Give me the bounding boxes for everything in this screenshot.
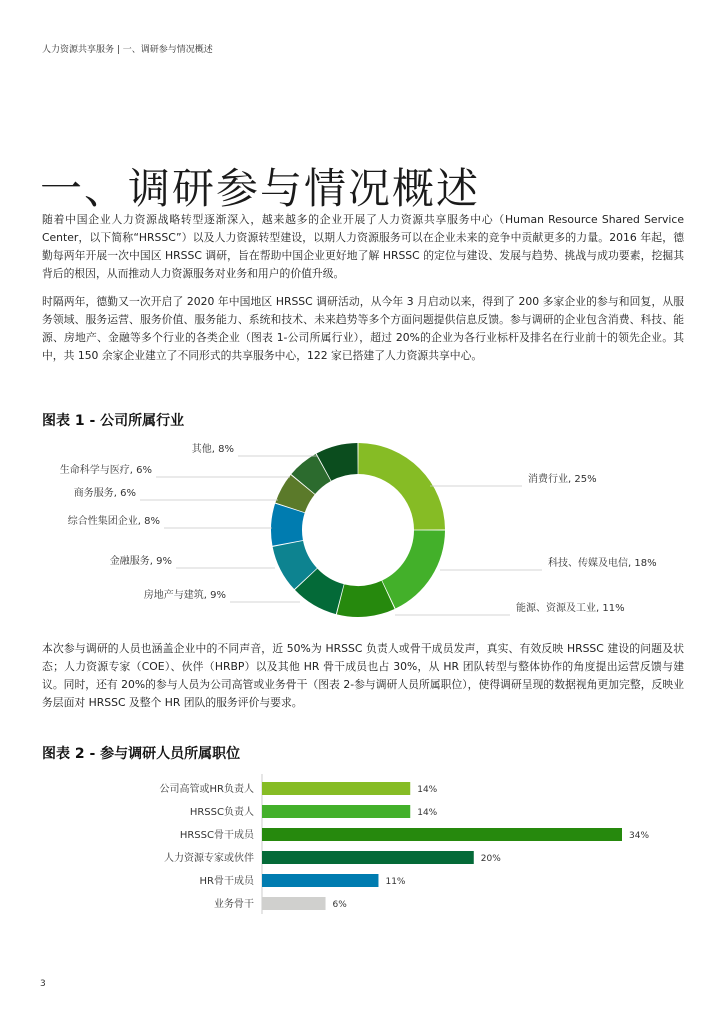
donut-label: 科技、传媒及电信, 18%	[548, 558, 657, 569]
donut-label: 能源、资源及工业, 11%	[516, 603, 625, 614]
bar	[262, 897, 326, 910]
bar-category-label: HRSSC骨干成员	[179, 830, 254, 841]
running-header: 人力资源共享服务 | 一、调研参与情况概述	[42, 45, 213, 55]
intro-paragraph: 随着中国企业人力资源战略转型逐渐深入，越来越多的企业开展了人力资源共享服务中心（Human Resource Shared Service Center，以下简称“HRSSC”）以及人力资源转型建设，以期人力资源服务可以在企业未来的竞争中贡献更多的力量。2016 年起，德勤每两年开展一次中国区 HRSSC 调研，旨在帮助中国企业更好地了解 HRSSC 的定位与建设、发展与趋势、挑战与成功要素，挖掘其背后的根因，从而推动人力资源服务对业务和用户的价值升级。	[42, 213, 684, 280]
bar-value-label: 20%	[480, 854, 501, 864]
bar	[262, 782, 410, 795]
donut-label: 生命科学与医疗, 6%	[59, 465, 152, 476]
bar-category-label: HR骨干成员	[199, 876, 254, 887]
donut-label: 其他, 8%	[191, 444, 234, 455]
bar	[262, 851, 474, 864]
donut-label: 金融服务, 9%	[109, 556, 172, 567]
bar-value-label: 6%	[332, 900, 347, 910]
bar-category-label: HRSSC负责人	[189, 807, 254, 818]
bar	[262, 805, 410, 818]
bar-value-label: 11%	[385, 877, 406, 887]
bar-value-label: 14%	[417, 808, 438, 818]
position-bar-chart	[0, 774, 724, 924]
bar-category-label: 业务骨干	[214, 899, 254, 910]
donut-label: 房地产与建筑, 9%	[143, 590, 226, 601]
donut-slice	[382, 530, 445, 608]
donut-label: 综合性集团企业, 8%	[67, 516, 160, 527]
bar-category-label: 公司高管或HR负责人	[159, 784, 254, 795]
survey-paragraph: 时隔两年，德勤又一次开启了 2020 年中国地区 HRSSC 调研活动，从今年 3 月启动以来，得到了 200 多家企业的参与和回复，从服务领域、服务运营、服务价值、服务能力、系统和技术、未来趋势等多个方面问题提供信息反馈。参与调研的企业包含消费、科技、能源、房地产、金融等多个行业的各类企业（图表 1-公司所属行业），超过 20%的企业为各行业标杆及排名在行业前十的领先企业。其中，共 150 余家企业建立了不同形式的共享服务中心，122 家已搭建了人力资源共享中心。	[42, 295, 684, 362]
page-number: 3	[40, 979, 46, 989]
bar-category-label: 人力资源专家或伙伴	[164, 853, 254, 864]
bar	[262, 874, 378, 887]
bar-value-label: 14%	[417, 785, 438, 795]
page-title: 一、调研参与情况概述	[40, 164, 481, 214]
donut-label: 商务服务, 6%	[73, 488, 136, 499]
donut-label: 消费行业, 25%	[528, 474, 597, 485]
bar-value-label: 34%	[629, 831, 650, 841]
bar	[262, 828, 622, 841]
industry-donut-chart	[0, 436, 724, 626]
figure-1-title: 图表 1 - 公司所属行业	[42, 413, 185, 429]
respondents-paragraph: 本次参与调研的人员也涵盖企业中的不同声音，近 50%为 HRSSC 负责人或骨干成员发声，真实、有效反映 HRSSC 建设的问题及状态；人力资源专家（COE）、伙伴（HRBP）以及其他 HR 骨干成员也占 30%，从 HR 团队转型与整体协作的角度提出运营反馈与建议。同时，还有 20%的参与人员为公司高管或业务骨干（图表 2-参与调研人员所属职位），使得调研呈现的数据视角更加完整，反映业务层面对 HRSSC 及整个 HR 团队的服务评价与要求。	[42, 642, 684, 709]
figure-2-title: 图表 2 - 参与调研人员所属职位	[42, 746, 241, 762]
